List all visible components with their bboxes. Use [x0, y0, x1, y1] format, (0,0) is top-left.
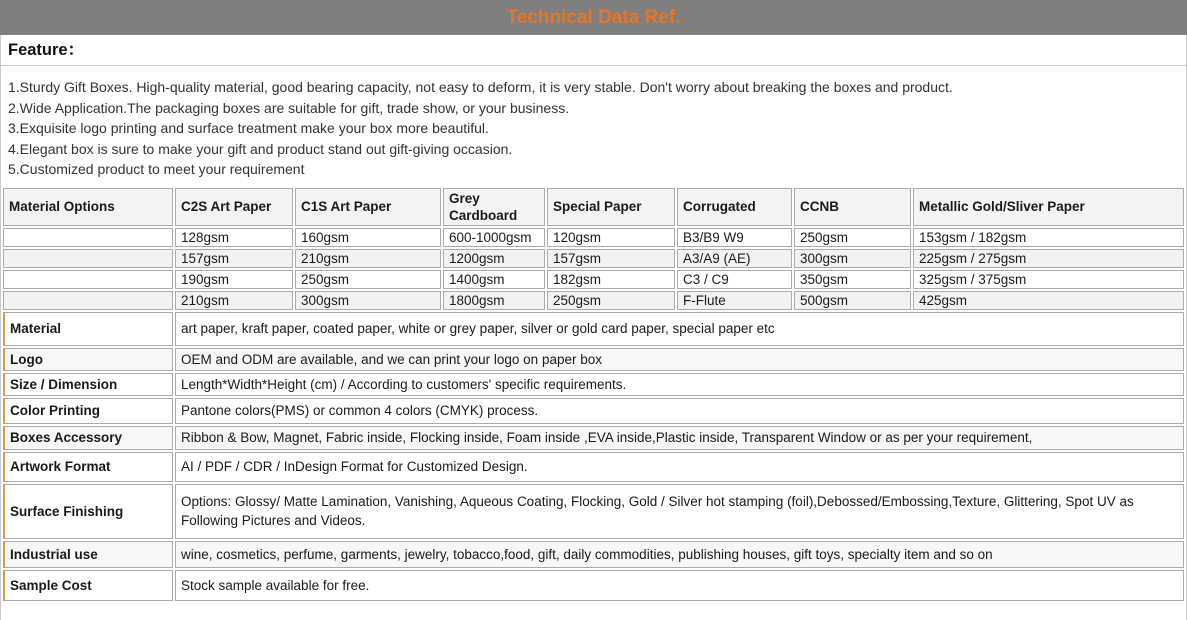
attribute-value: Length*Width*Height (cm) / According to customers' specific requirements. — [175, 373, 1184, 396]
spec-cell: 250gsm — [794, 228, 911, 247]
attribute-label: Color Printing — [3, 398, 173, 424]
attribute-label: Artwork Format — [3, 452, 173, 482]
feature-item: 4.Elegant box is sure to make your gift and product stand out gift-giving occasion. — [8, 140, 513, 157]
spec-cell: 160gsm — [295, 228, 441, 247]
attribute-label: Material — [3, 312, 173, 346]
spec-cell — [3, 249, 173, 268]
attribute-label: Industrial use — [3, 541, 173, 568]
feature-item: 3.Exquisite logo printing and surface treatment make your box more beautiful. — [8, 120, 489, 136]
spec-cell: A3/A9 (AE) — [677, 249, 792, 268]
spec-cell: 325gsm / 375gsm — [913, 270, 1184, 289]
content-box — [0, 35, 1187, 620]
spec-cell: F-Flute — [677, 291, 792, 310]
spec-cell: 300gsm — [794, 249, 911, 268]
spec-column-header: C2S Art Paper — [175, 188, 293, 226]
attribute-label: Size / Dimension — [3, 373, 173, 396]
feature-item: 1.Sturdy Gift Boxes. High-quality material, good bearing capacity, not easy to deform, it is very stable. Don't worry about breaking the boxes and product. — [8, 79, 953, 95]
feature-item: 5.Customized product to meet your requirement — [8, 161, 305, 177]
attribute-label: Surface Finishing — [3, 484, 173, 539]
spec-cell — [3, 228, 173, 247]
attribute-row — [3, 398, 1184, 424]
spec-cell: 350gsm — [794, 270, 911, 289]
spec-cell: 1400gsm — [443, 270, 545, 289]
attribute-row — [3, 452, 1184, 482]
spec-cell — [3, 270, 173, 289]
spec-column-header: C1S Art Paper — [295, 188, 441, 226]
attribute-label: Sample Cost — [3, 570, 173, 601]
attribute-value: wine, cosmetics, perfume, garments, jewelry, tobacco,food, gift, daily commodities, publishing houses, gift toys, specialty item and so on — [175, 541, 1184, 568]
attribute-value: Options: Glossy/ Matte Lamination, Vanishing, Aqueous Coating, Flocking, Gold / Silver hot stamping (foil),Debossed/Embossing,Texture, Glittering, Spot UV as Following Pictures and Videos. — [175, 484, 1184, 539]
spec-cell: 600-1000gsm — [443, 228, 545, 247]
attribute-value: Pantone colors(PMS) or common 4 colors (CMYK) process. — [175, 398, 1184, 424]
feature-heading: Feature： — [1, 35, 1186, 66]
banner-title: Technical Data Ref. — [506, 7, 681, 28]
spec-cell: 500gsm — [794, 291, 911, 310]
spec-cell: 128gsm — [175, 228, 293, 247]
spec-cell: 153gsm / 182gsm — [913, 228, 1184, 247]
spec-cell: 1800gsm — [443, 291, 545, 310]
spec-cell: B3/B9 W9 — [677, 228, 792, 247]
spec-cell: 250gsm — [547, 291, 675, 310]
attribute-row — [3, 570, 1184, 601]
spec-column-header: Special Paper — [547, 188, 675, 226]
spec-cell: 300gsm — [295, 291, 441, 310]
spec-cell: 157gsm — [547, 249, 675, 268]
spec-header-row — [3, 188, 1184, 226]
attribute-label: Boxes Accessory — [3, 426, 173, 450]
attribute-value: OEM and ODM are available, and we can print your logo on paper box — [175, 348, 1184, 371]
page-banner — [0, 0, 1187, 35]
attribute-value: AI / PDF / CDR / InDesign Format for Customized Design. — [175, 452, 1184, 482]
spec-table — [1, 186, 1186, 603]
spec-column-header: Material Options — [3, 188, 173, 226]
attribute-row — [3, 312, 1184, 346]
attribute-row — [3, 373, 1184, 396]
spec-cell: 210gsm — [175, 291, 293, 310]
spec-column-header: Metallic Gold/Sliver Paper — [913, 188, 1184, 226]
attribute-value: art paper, kraft paper, coated paper, white or grey paper, silver or gold card paper, special paper etc — [175, 312, 1184, 346]
spec-cell: 225gsm / 275gsm — [913, 249, 1184, 268]
spec-cell: 157gsm — [175, 249, 293, 268]
spec-column-header: CCNB — [794, 188, 911, 226]
attribute-row — [3, 484, 1184, 539]
attribute-value: Stock sample available for free. — [175, 570, 1184, 601]
attribute-row — [3, 541, 1184, 568]
spec-cell: 250gsm — [295, 270, 441, 289]
spec-row — [3, 291, 1184, 310]
spec-cell: 425gsm — [913, 291, 1184, 310]
feature-item: 2.Wide Application.The packaging boxes are suitable for gift, trade show, or your business. — [8, 99, 570, 116]
feature-list — [1, 66, 1186, 186]
spec-column-header: Corrugated — [677, 188, 792, 226]
attribute-row — [3, 348, 1184, 371]
spec-cell: 1200gsm — [443, 249, 545, 268]
attribute-label: Logo — [3, 348, 173, 371]
attribute-value: Ribbon & Bow, Magnet, Fabric inside, Flocking inside, Foam inside ,EVA inside,Plastic inside, Transparent Window or as per your requirement, — [175, 426, 1184, 450]
spec-cell: 210gsm — [295, 249, 441, 268]
spec-cell: 190gsm — [175, 270, 293, 289]
spec-row — [3, 270, 1184, 289]
spec-column-header: Grey Cardboard — [443, 188, 545, 226]
spec-cell — [3, 291, 173, 310]
spec-cell: 182gsm — [547, 270, 675, 289]
spec-cell: 120gsm — [547, 228, 675, 247]
spec-row — [3, 249, 1184, 268]
attribute-row — [3, 426, 1184, 450]
spec-cell: C3 / C9 — [677, 270, 792, 289]
spec-row — [3, 228, 1184, 247]
